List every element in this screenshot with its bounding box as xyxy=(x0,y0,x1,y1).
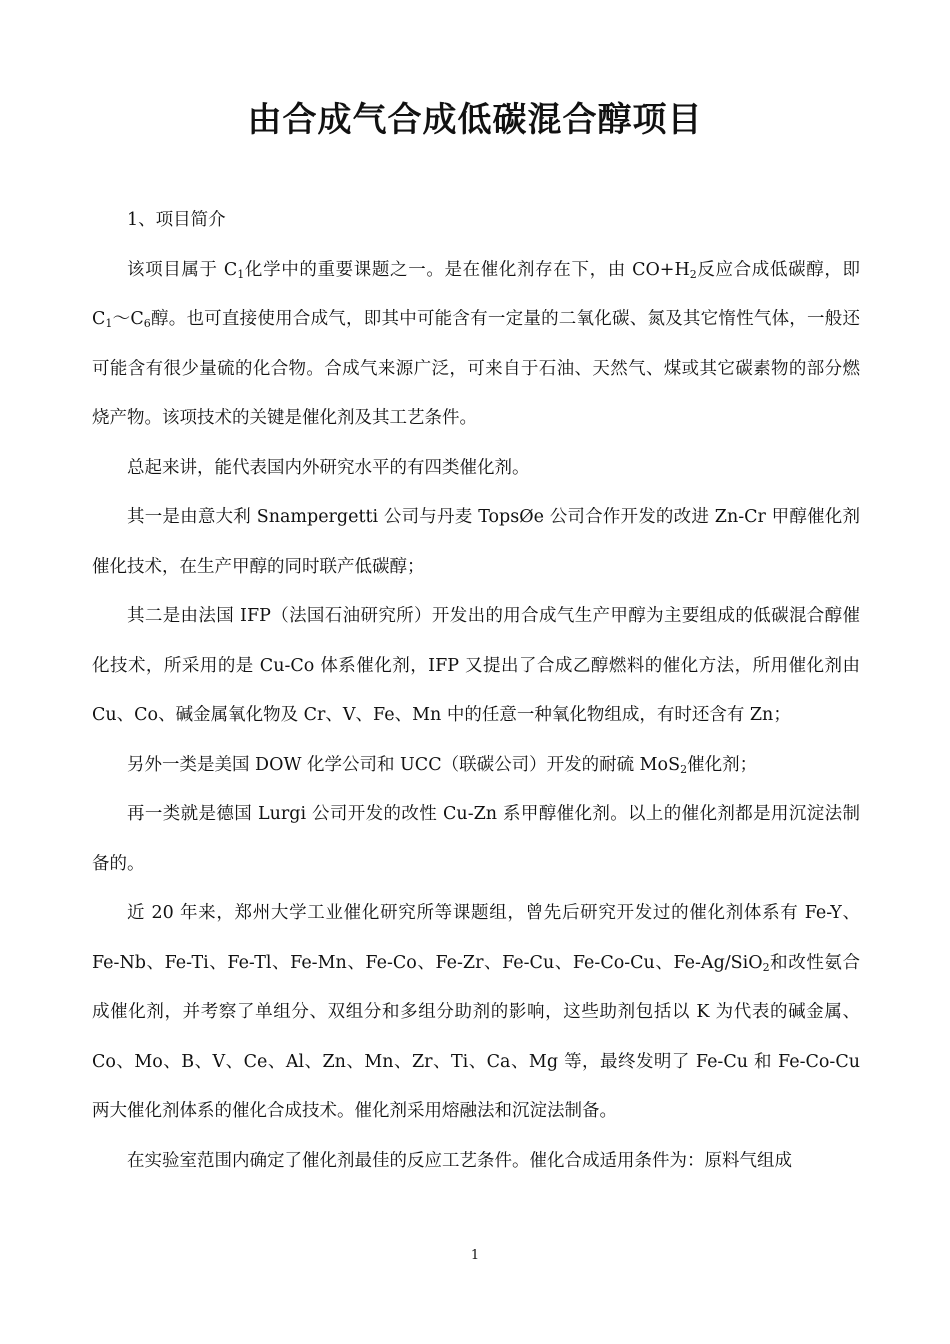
page-number: 1 xyxy=(470,1248,480,1263)
subscript: 2 xyxy=(689,267,697,281)
paragraph-catalyst-four: 再一类就是德国 Lurgi 公司开发的改性 Cu-Zn 系甲醇催化剂。以上的催化剂都是用沉淀法制备的。 xyxy=(92,804,860,874)
document-body xyxy=(92,196,860,1186)
text-run: ～C xyxy=(112,309,144,329)
subscript: 1 xyxy=(237,267,245,281)
document-title: 由合成气合成低碳混合醇项目 xyxy=(247,100,703,140)
text-run: 反应合成低碳醇，即 C xyxy=(92,259,861,329)
paragraph-research-history xyxy=(92,889,860,1137)
paragraph-catalyst-three xyxy=(92,741,860,791)
text-run: 催化剂； xyxy=(687,754,758,775)
subscript: 2 xyxy=(680,762,688,776)
text-run: 化学中的重要课题之一。是在催化剂存在下，由 CO+H xyxy=(244,259,690,280)
paragraph-summary: 总起来讲，能代表国内外研究水平的有四类催化剂。 xyxy=(127,457,530,478)
subscript: 2 xyxy=(762,960,770,974)
paragraph-project-intro xyxy=(92,246,860,444)
section-heading: 1、项目简介 xyxy=(127,210,226,230)
text-run: 近 20 年来，郑州大学工业催化研究所等课题组，曾先后研究开发过的催化剂体系有 Fe-Y、Fe-Nb、Fe-Ti、Fe-Tl、Fe-Mn、Fe-Co、Fe-Zr、Fe-Cu、Fe-Co-Cu、Fe-Ag/SiO xyxy=(92,903,860,973)
paragraph-catalyst-two: 其二是由法国 IFP（法国石油研究所）开发出的用合成气生产甲醇为主要组成的低碳混合醇催化技术，所采用的是 Cu-Co 体系催化剂，IFP 又提出了合成乙醇燃料的催化方法，所用催化剂由 Cu、Co、碱金属氧化物及 Cr、V、Fe、Mn 中的任意一种氧化物组成，有时还含有 Zn； xyxy=(92,606,860,725)
paragraph-process-conditions: 在实验室范围内确定了催化剂最佳的反应工艺条件。催化合成适用条件为：原料气组成 xyxy=(127,1150,792,1171)
text-run: 和改性氨合成催化剂，并考察了单组分、双组分和多组分助剂的影响，这些助剂包括以 K 为代表的碱金属、Co、Mo、B、V、Ce、Al、Zn、Mn、Zr、Ti、Ca、Mg 等，最终发明了 Fe-Cu 和 Fe-Co-Cu 两大催化剂体系的催化合成技术。催化剂采用熔融法和沉淀法制备。 xyxy=(92,952,860,1121)
subscript: 6 xyxy=(143,317,151,330)
text-run: 另外一类是美国 DOW 化学公司和 UCC（联碳公司）开发的耐硫 MoS xyxy=(127,754,681,775)
text-run: 醇。也可直接使用合成气，即其中可能含有一定量的二氧化碳、氮及其它惰性气体，一般还可能含有很少量硫的化合物。合成气来源广泛，可来自于石油、天然气、煤或其它碳素物的部分燃烧产物。该项技术的关键是催化剂及其工艺条件。 xyxy=(92,309,861,428)
subscript: 1 xyxy=(105,317,113,330)
text-run: 该项目属于 C xyxy=(127,259,238,280)
paragraph-catalyst-one: 其一是由意大利 Snampergetti 公司与丹麦 TopsØe 公司合作开发的改进 Zn-Cr 甲醇催化剂催化技术，在生产甲醇的同时联产低碳醇； xyxy=(92,507,860,577)
